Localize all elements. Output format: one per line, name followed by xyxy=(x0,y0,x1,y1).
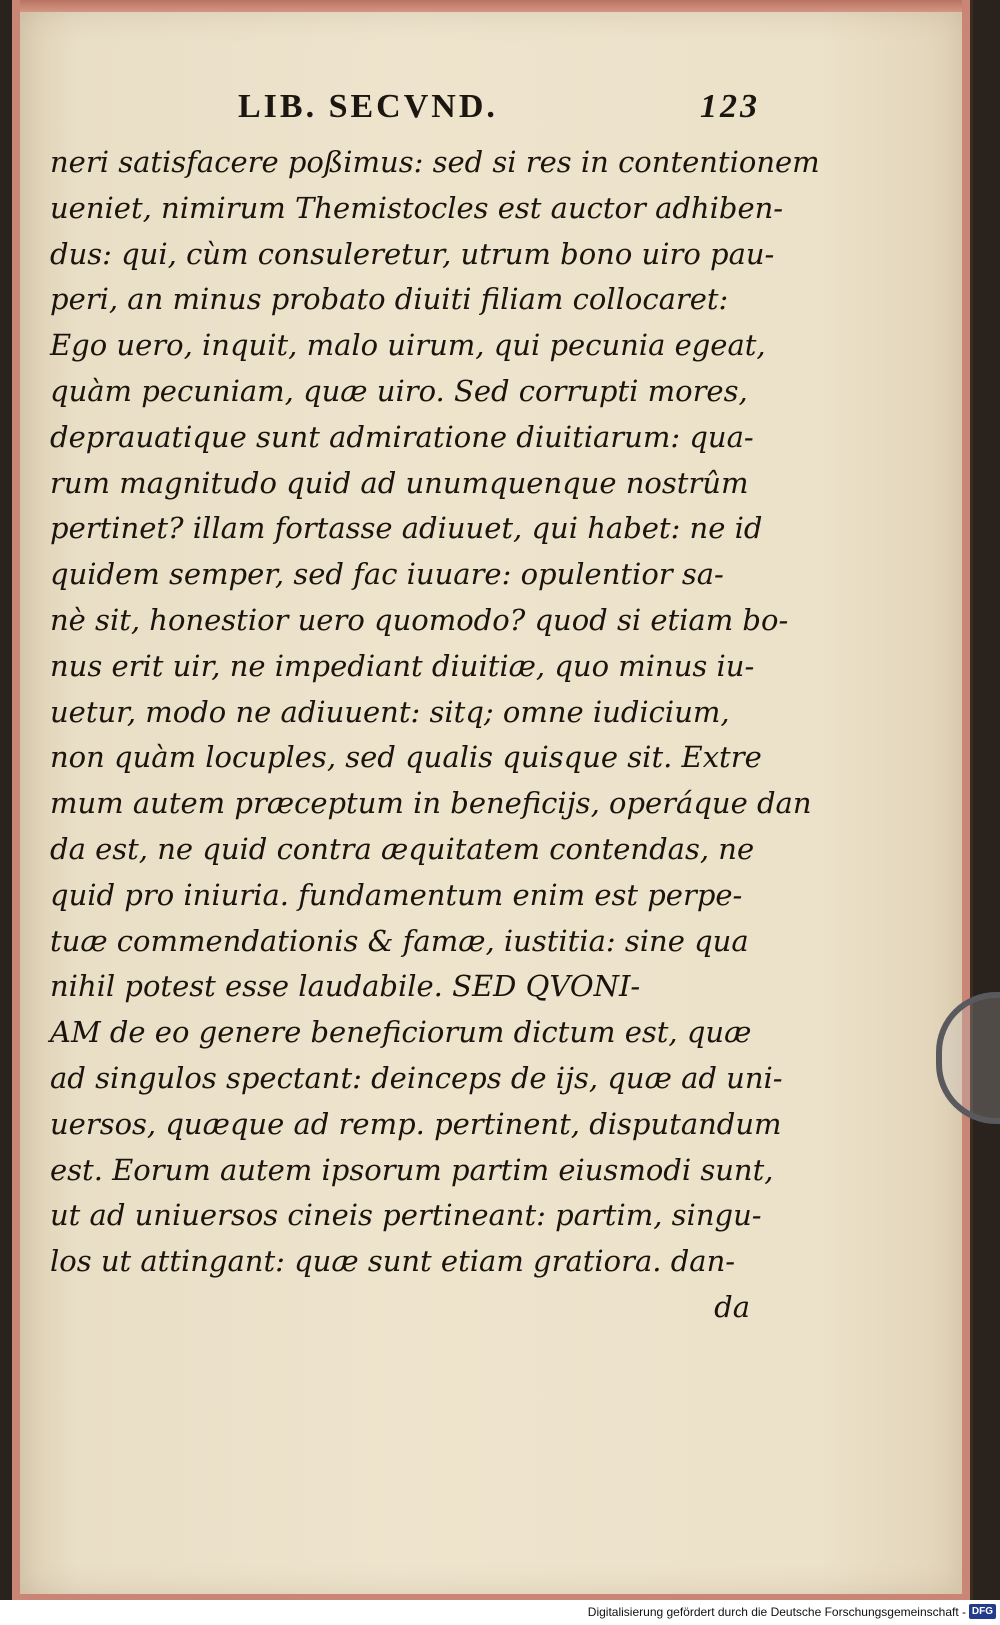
dfg-logo: DFG xyxy=(969,1604,996,1619)
text-line: da est, ne quid contra æquitatem contendas, ne xyxy=(50,831,755,866)
footer-bar xyxy=(0,1600,1000,1625)
text-line: los ut attingant: quæ sunt etiam gratiora. dan- xyxy=(50,1244,736,1279)
text-line: peri, an minus probato diuiti filiam collocaret: xyxy=(50,282,729,317)
text-line: ad singulos spectant: deinceps de ijs, quæ ad uni- xyxy=(50,1060,783,1095)
text-line: nus erit uir, ne impediant diuitiæ, quo minus iu- xyxy=(50,648,755,683)
page-number: 123 xyxy=(700,88,760,125)
text-line: nihil potest esse laudabile. SED QVONI- xyxy=(50,969,641,1004)
running-head-title: LIB. SECVND. xyxy=(238,88,498,125)
text-line: uetur, modo ne adiuuent: sitq; omne iudicium, xyxy=(50,694,730,729)
text-line: uersos, quæque ad remp. pertinent, disputandum xyxy=(50,1106,782,1141)
text-line: quàm pecuniam, quæ uiro. Sed corrupti mores, xyxy=(50,373,748,408)
text-line: pertinet? illam fortasse adiuuet, qui habet: ne id xyxy=(50,511,763,546)
text-line: ueniet, nimirum Themistocles est auctor adhiben- xyxy=(50,190,784,225)
text-line: dus: qui, cùm consuleretur, utrum bono uiro pau- xyxy=(50,236,775,271)
text-line: tuæ commendationis & famæ, iustitia: sine qua xyxy=(50,923,749,958)
text-line: non quàm locuples, sed qualis quisque sit. Extre xyxy=(50,740,762,775)
body-text xyxy=(50,140,820,1331)
text-line: deprauatique sunt admiratione diuitiarum: qua- xyxy=(50,419,754,454)
text-line: AM de eo genere beneficiorum dictum est, quæ xyxy=(50,1015,752,1050)
catchword: da xyxy=(714,1289,750,1324)
text-line: Ego uero, inquit, malo uirum, qui pecunia egeat, xyxy=(50,328,766,363)
text-line: neri satisfacere poßimus: sed si res in contentionem xyxy=(50,145,820,179)
text-line: quidem semper, sed fac iuuare: opulentior sa- xyxy=(50,557,724,592)
text-line: mum autem præceptum in beneficijs, operáque dan xyxy=(50,786,812,821)
book-page xyxy=(20,12,962,1594)
footer-credit: Digitalisierung gefördert durch die Deutsche Forschungsgemeinschaft - xyxy=(587,1605,966,1619)
text-line: est. Eorum autem ipsorum partim eiusmodi sunt, xyxy=(50,1152,774,1187)
text-line: nè sit, honestior uero quomodo? quod si etiam bo- xyxy=(50,602,789,637)
text-line: ut ad uniuersos cineis pertineant: partim, singu- xyxy=(50,1198,762,1233)
text-line: quid pro iniuria. fundamentum enim est perpe- xyxy=(50,877,743,912)
text-line: rum magnitudo quid ad unumquenque nostrûm xyxy=(50,465,749,500)
